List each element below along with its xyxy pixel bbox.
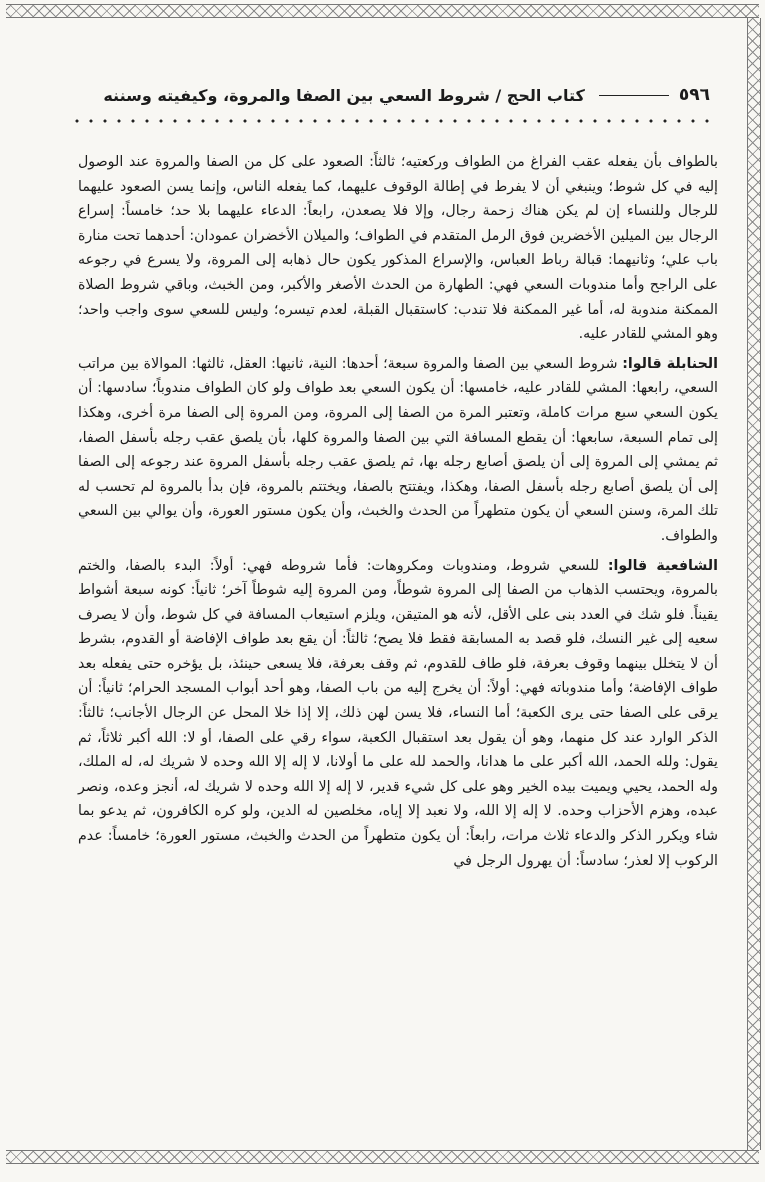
paragraph-text: بالطواف بأن يفعله عقب الفراغ من الطواف وركعتيه؛ ثالثاً: الصعود على كل من الصفا والمروة عند الوصول إليه في كل شوط؛ وينبغي أن لا يفرط في إطالة الوقوف عليهما، كما يفعله الناس، وإنما يسن الصعود عليهما للرجال وللنساء إن لم يكن هناك زحمة رجال، وإلا فلا يصعدن، رابعاً: الدعاء عليهما بلا حد؛ خامساً: إسراع الرجال بين الميلين الأخضرين فوق الرمل المتقدم في الطواف؛ والميلان الأخضران عمودان: أحدهما تحت منارة باب علي؛ وثانيهما: قبالة رباط العباس، والإسراع المذكور يكون حال ذهابه إلى المروة، ولا يسرع في رجوعه على الراجح وأما مندوبات السعي فهي: الطهارة من الحدث الأصغر والأكبر، ومن الخبث، وباقي شروط الصلاة الممكنة مندوبة له، أما غير الممكنة فلا تندب: كاستقبال القبلة، لعدم تيسره؛ وليس للسعي سوى واجب واحد؛ وهو المشي للقادر عليه. xyxy=(78,154,718,343)
running-header xyxy=(70,80,710,110)
paragraph-text: للسعي شروط، ومندوبات ومكروهات: فأما شروطه فهي: أولاً: البدء بالصفا، والختم بالمروة، ويحتسب الذهاب من الصفا إلى المروة شوطاً، ومن المروة إليه شوطاً آخر؛ ثانياً: كونه سبعة أشواط يقيناً. فلو شك في العدد بنى على الأقل، لأنه هو المتيقن، ويلزم استيعاب المسافة في كل شوط، وأن لا يصرف سعيه إلى غير النسك، فلو قصد به المسابقة فقط فلا يصح؛ ثالثاً: أن يقع بعد طواف الإفاضة أو القدوم، بشرط أن لا يتخلل بينهما وقوف بعرفة، فلو طاف للقدوم، ثم وقف بعرفة، فلا يسعى حينئذ، بل يؤخره حتى يفعله بعد طواف الإفاضة؛ وأما مندوباته فهي: أولاً: أن يخرج إليه من باب الصفا، وهو أحد أبواب المسجد الحرام؛ ثانياً: أن يرقى على الصفا حتى يرى الكعبة؛ أما النساء، فلا يسن لهن ذلك، إلا إذا خلا المحل عن الرجال الأجانب؛ ثالثاً: الذكر الوارد عند كل منهما، وهو أن يقول بعد استقبال الكعبة، سواء رقي على الصفا، أو لا: الله أكبر ثلاثاً، ثم يقول: ولله الحمد، الله أكبر على ما هدانا، والحمد لله على ما أولانا، لا إله إلا الله وحده لا شريك له، له الملك، وله الحمد، يحيي ويميت بيده الخير وهو على كل شيء قدير، لا إله إلا الله وحده لا شريك له، أنجز وعده، ونصر عبده، وهزم الأحزاب وحده. لا إله إلا الله، ولا نعبد إلا إياه، مخلصين له الدين، ولو كره الكافرون، ثم يدعو بما شاء ويكرر الذكر والدعاء ثلاث مرات، رابعاً: أن يكون متطهراً من الحدث والخبث، مستور العورة؛ خامساً: عدم الركوب إلا لعذر؛ سادساً: أن يهرول الرجل في xyxy=(78,557,718,869)
decorative-border-top xyxy=(6,4,759,18)
header-rule xyxy=(599,95,669,96)
page-number: ٥٩٦ xyxy=(678,85,710,105)
paragraph-text: شروط السعي بين الصفا والمروة سبعة؛ أحدها: النية، ثانيها: العقل، ثالثها: الموالاة بين مراتب السعي، رابعها: المشي للقادر عليه، خامسها: أن يكون السعي بعد طواف ولو كان الطواف مندوباً؛ سادسها: أن يكون السعي سبع مرات كاملة، وتعتبر المرة من الصفا إلى المروة، ومن المروة إلى الصفا مرة أخرى، وهكذا إلى تمام السبعة، سابعها: أن يقطع المسافة التي بين الصفا والمروة كلها، بأن يلصق عقب رجله بأسفل الصفا، ثم يمشي إلى المروة إلى أن يلصق أصابع رجله بها، ثم يلصق عقب رجله بأسفل المروة عند رجوعه إلى الصفا إلى أن يلصق أصابع رجله بأسفل الصفا، وهكذا، ويفتتح بالصفا، ويختتم بالمروة، فإن بدأ بالمروة لم تحسب له تلك المرة، وسنن السعي أن يكون متطهراً من الحدث والخبث، وأن يكون مستور العورة، وأن يوالي بين السعي والطواف. xyxy=(78,355,718,544)
dotted-separator xyxy=(70,116,710,126)
chapter-title: كتاب الحج / شروط السعي بين الصفا والمروة، وكيفيته وسننه xyxy=(103,85,585,105)
paragraph-hanabila xyxy=(78,352,718,549)
body-text xyxy=(78,150,718,878)
school-heading-hanabila: الحنابلة قالوا: xyxy=(622,355,718,372)
paragraph-shafiia xyxy=(78,554,718,874)
school-heading-shafiia: الشافعية قالوا: xyxy=(607,557,719,574)
decorative-border-right xyxy=(747,18,761,1150)
decorative-border-bottom xyxy=(6,1150,759,1164)
paragraph-intro xyxy=(78,150,718,347)
